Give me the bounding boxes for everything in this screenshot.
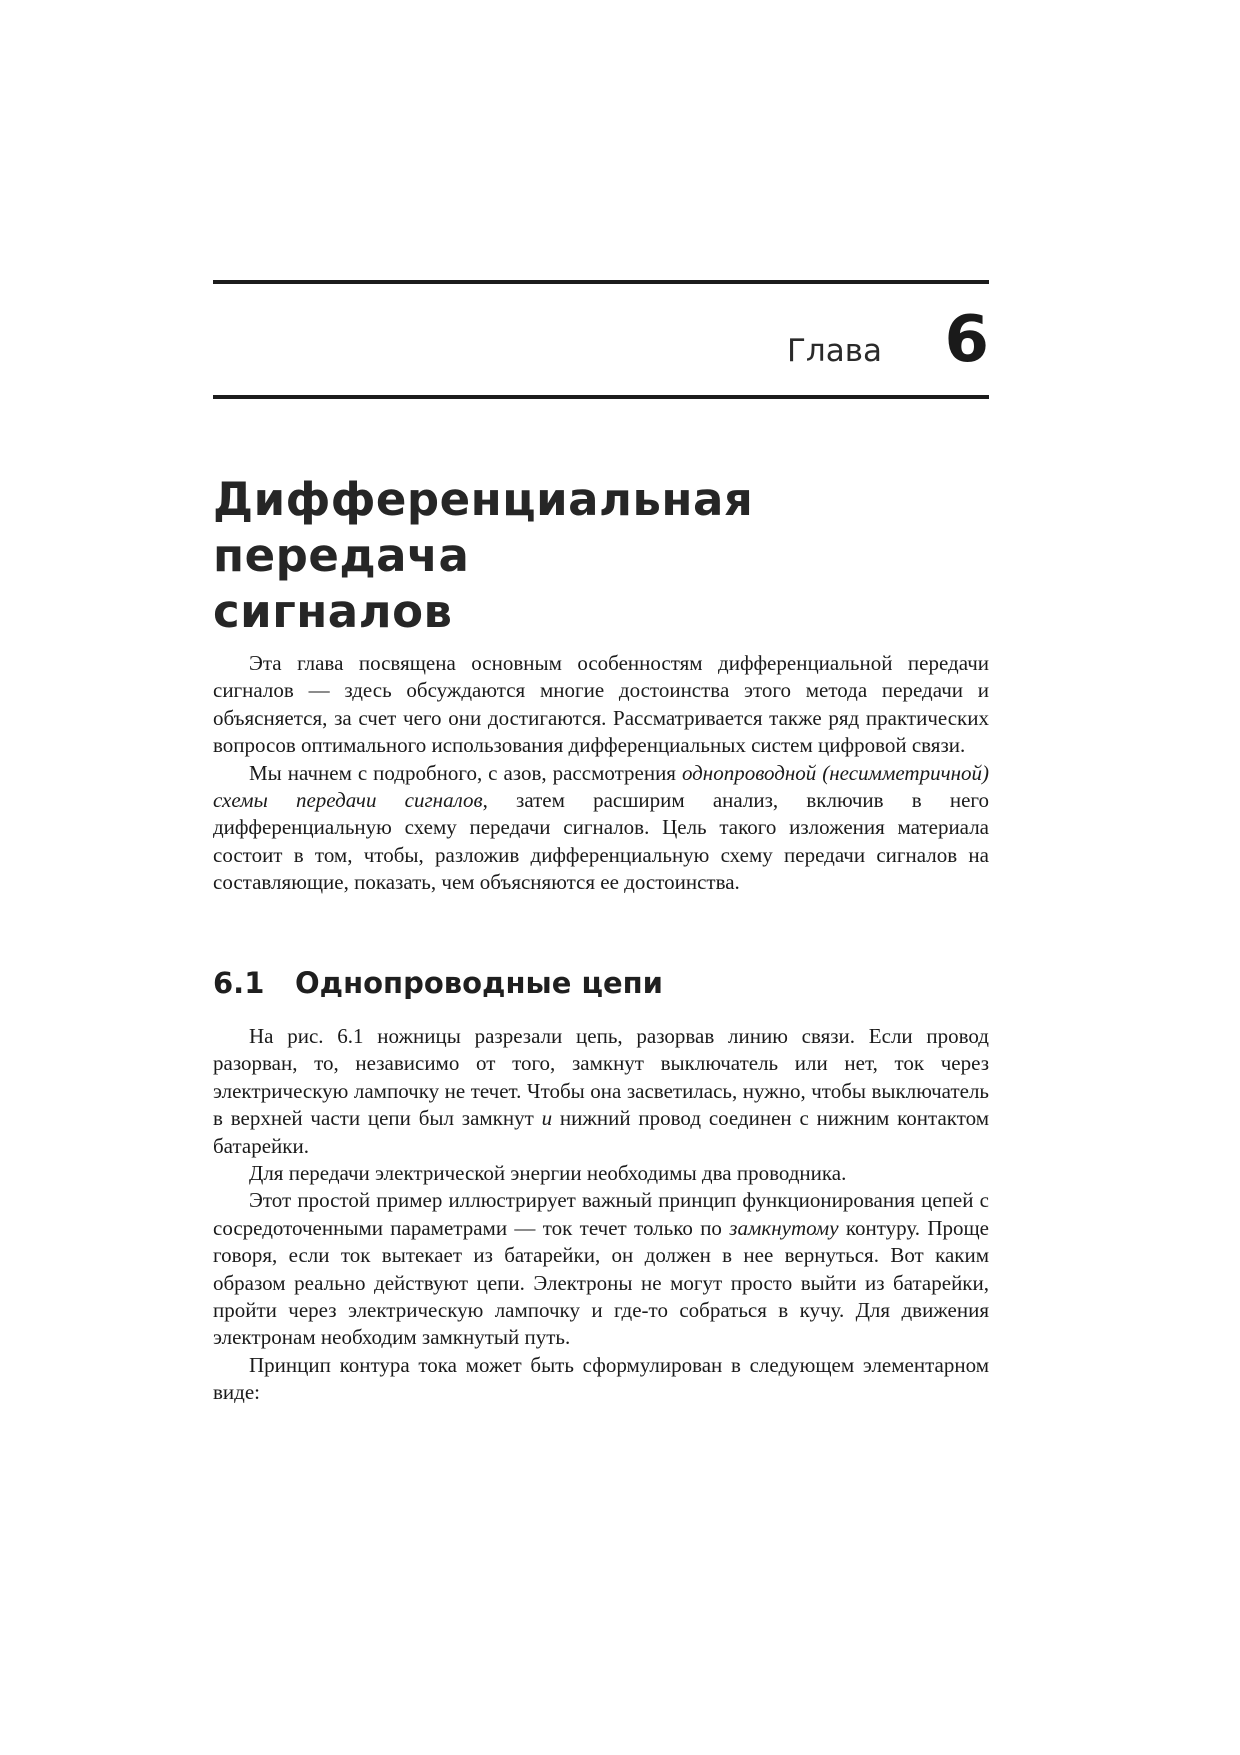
section-paragraph-1 bbox=[213, 1023, 989, 1160]
section-paragraph-3-end: контуру. Проще говоря, если ток вытекает из батарейки, он должен в нее вернуться. Вот каким образом реально действуют цепи. Электроны не могут просто выйти из батарейки, пройти через электрическую лампочку и где-то собраться в кучу. Для движения электронам необходим замкнутый путь. bbox=[213, 1215, 990, 1350]
chapter-rule-top bbox=[213, 280, 989, 284]
chapter-number: 6 bbox=[944, 303, 989, 377]
chapter-rule-bottom bbox=[213, 395, 989, 399]
chapter-title-line-2: сигналов bbox=[213, 585, 453, 638]
chapter-title bbox=[213, 472, 1013, 640]
chapter-title-line-1: Дифференциальная передача bbox=[213, 473, 754, 582]
section-paragraph-1-end: нижний провод соединен с нижним контактом батарейки. bbox=[213, 1106, 989, 1158]
intro-emphasis: однопроводной (несимметричной) схемы передачи сигналов bbox=[213, 760, 989, 813]
intro-paragraph-2-end: , затем расширим анализ, включив в него дифференциальную схему передачи сигналов. Цель такого изложения материала состоит в том, чтобы, разложив дифференциальную схему передачи сигналов на составляющие, показать, чем объясняются ее достоинства. bbox=[213, 788, 989, 895]
section-paragraph-3-start: Этот простой пример иллюстрирует важный принцип функционирования цепей с сосредоточенными параметрами — ток течет только по bbox=[213, 1188, 989, 1240]
section-paragraph-1-start: На рис. 6.1 ножницы разрезали цепь, разорвав линию связи. Если провод разорван, то, независимо от того, замкнут выключатель или нет, ток через электрическую лампочку не течет. Чтобы она засветилась, нужно, чтобы выключатель в верхней части цепи был замкнут bbox=[213, 1024, 989, 1131]
intro-paragraph-2 bbox=[213, 760, 989, 897]
chapter-label: Глава bbox=[787, 333, 882, 369]
section-title: Однопроводные цепи bbox=[295, 966, 663, 1000]
section-heading bbox=[213, 966, 663, 1000]
section-paragraph-2: Для передачи электрической энергии необходимы два проводника. bbox=[249, 1161, 847, 1186]
intro-paragraph-2-start: Мы начнем с подробного, с азов, рассмотрения bbox=[249, 760, 682, 785]
section-paragraph-4: Принцип контура тока может быть сформулирован в следующем элементарном виде: bbox=[213, 1352, 989, 1405]
intro-paragraph-1: Эта глава посвящена основным особенностям дифференциальной передачи сигналов — здесь обсуждаются многие достоинства этого метода передачи и объясняется, за счет чего они достигаются. Рассматривается также ряд практических вопросов оптимального использования дифференциальных систем цифровой связи. bbox=[213, 651, 989, 758]
intro-text bbox=[213, 650, 989, 897]
section-paragraph-1-emphasis: и bbox=[541, 1106, 553, 1131]
section-text bbox=[213, 1023, 989, 1407]
section-paragraph-3-emphasis: замкнутому bbox=[729, 1215, 839, 1240]
section-paragraph-3 bbox=[213, 1187, 989, 1351]
section-number: 6.1 bbox=[213, 966, 265, 1000]
